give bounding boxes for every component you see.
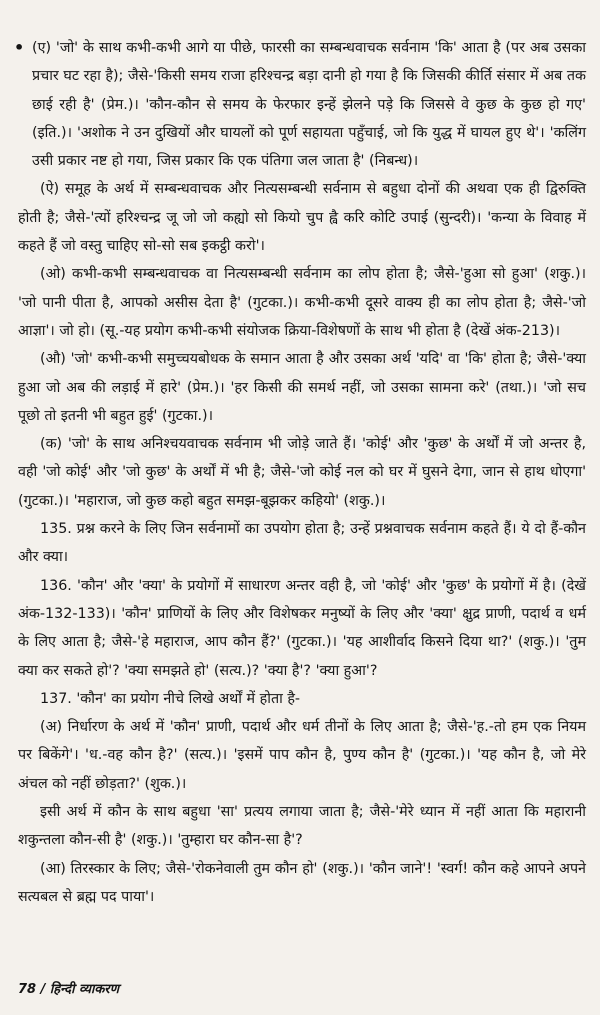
paragraph-e: (ए) 'जो' के साथ कभी-कभी आगे या पीछे, फारसी का सम्बन्धवाचक सर्वनाम 'कि' आता है (पर अब उसका प्रचार घट रहा है); जैसे-'किसी समय राजा हरिश्चन्द्र बड़ा दानी हो गया है कि जिसकी कीर्ति संसार में अब तक छाई रही है' (प्रेम.)। 'कौन-कौन से समय के फेरफार इन्हें झेलने पड़े कि जिससे वे कुछ के कुछ हो गए' (इति.)। 'अशोक ने उन दुखियों और घायलों को पूर्ण सहायता पहुँचाई, जो कि युद्ध में घायल हुए थे'। 'कलिंग उसी प्रकार नष्ट हो गया, जिस प्रकार कि एक पंतिगा जल जाता है' (निबन्ध)। [32,40,586,170]
bullet-mark: • [14,38,25,57]
paragraph-aa: (आ) तिरस्कार के लिए; जैसे-'रोकनेवाली तुम कौन हो' (शकु.)। 'कौन जाने'! 'स्वर्ग! कौन कहे आपने अपने सत्यबल से ब्रह्म पद पाया'। [18,860,586,905]
paragraph-o: (ओ) कभी-कभी सम्बन्धवाचक वा नित्यसम्बन्धी सर्वनाम का लोप होता है; जैसे-'हुआ सो हुआ' (शकु.)। 'जो पानी पीता है, आपको असीस देता है' (गुटका.)। कभी-कभी दूसरे वाक्य ही का लोप होता है; जैसे-'जो आज्ञा'। जो हो। (सू.-यह प्रयोग कभी-कभी संयोजक क्रिया-विशेषणों के साथ भी होता है (देखें अंक-213)। [18,266,586,339]
paragraph-sa-suffix: इसी अर्थ में कौन के साथ बहुधा 'सा' प्रत्यय लगाया जाता है; जैसे-'मेरे ध्यान में नहीं आता कि महारानी शकुन्तला कौन-सी है' (शकु.)। 'तुम्हारा घर कौन-सा है'? [18,804,586,849]
paragraph-a: (अ) निर्धारण के अर्थ में 'कौन' प्राणी, पदार्थ और धर्म तीनों के लिए आता है; जैसे-'ह.-तो हम एक नियम पर बिकेंगे'। 'ध.-वह कौन है?' (सत्य.)। 'इसमें पाप कौन है, पुण्य कौन है' (गुटका.)। 'यह कौन है, जो मेरे अंचल को नहीं छोड़ता?' (शुक.)। [18,719,586,792]
paragraph-ka: (क) 'जो' के साथ अनिश्चयवाचक सर्वनाम भी जोड़े जाते हैं। 'कोई' और 'कुछ' के अर्थों में जो अन्तर है, वही 'जो कोई' और 'जो कुछ' के अर्थों में भी है; जैसे-'जो कोई नल को घर में घुसने देगा, जान से हाथ धोएगा' (गुटका.)। 'महाराज, जो कुछ कहो बहुत समझ-बूझकर कहियो' (शकु.)। [18,436,586,509]
section-136: 136. 'कौन' और 'क्या' के प्रयोगों में साधारण अन्तर वही है, जो 'कोई' और 'कुछ' के प्रयोगों में है। (देखें अंक-132-133)। 'कौन' प्राणियों के लिए और विशेषकर मनुष्यों के लिए और 'क्या' क्षुद्र प्राणी, पदार्थ व धर्म के लिए आता है; जैसे-'हे महाराज, आप कौन हैं?' (गुटका.)। 'यह आशीर्वाद किसने दिया था?' (शकु.)। 'तुम क्या कर सकते हो'? 'क्या समझते हो' (सत्य.)? 'क्या है'? 'क्या हुआ'? [18,577,586,679]
section-135: 135. प्रश्न करने के लिए जिन सर्वनामों का उपयोग होता है; उन्हें प्रश्नवाचक सर्वनाम कहते हैं। ये दो हैं-कौन और क्या। [18,521,586,566]
page-footer: 78 / हिन्दी व्याकरण [18,982,120,997]
section-137: 137. 'कौन' का प्रयोग नीचे लिखे अर्थों में होता है- [40,690,301,707]
paragraph-au: (औ) 'जो' कभी-कभी समुच्चयबोधक के समान आता है और उसका अर्थ 'यदि' वा 'कि' होता है; जैसे-'क्या हुआ जो अब की लड़ाई में हारे' (प्रेम.)। 'हर किसी की समर्थ नहीं, जो उसका सामना करे' (तथा.)। 'जो सच पूछो तो इतनी भी बहुत हुई' (गुटका.)। [18,351,586,424]
paragraph-ai: (ऐ) समूह के अर्थ में सम्बन्धवाचक और नित्यसम्बन्धी सर्वनाम से बहुधा दोनों की अथवा एक ही द्विरुक्ति होती है; जैसे-'त्यों हरिश्चन्द्र जू जो जो कह्यो सो कियो चुप ह्वै करि कोटि उपाई (सुन्दरी)। 'कन्या के विवाह में कहते हैं जो वस्तु चाहिए सो-सो सब इकट्ठी करो'। [18,181,586,255]
